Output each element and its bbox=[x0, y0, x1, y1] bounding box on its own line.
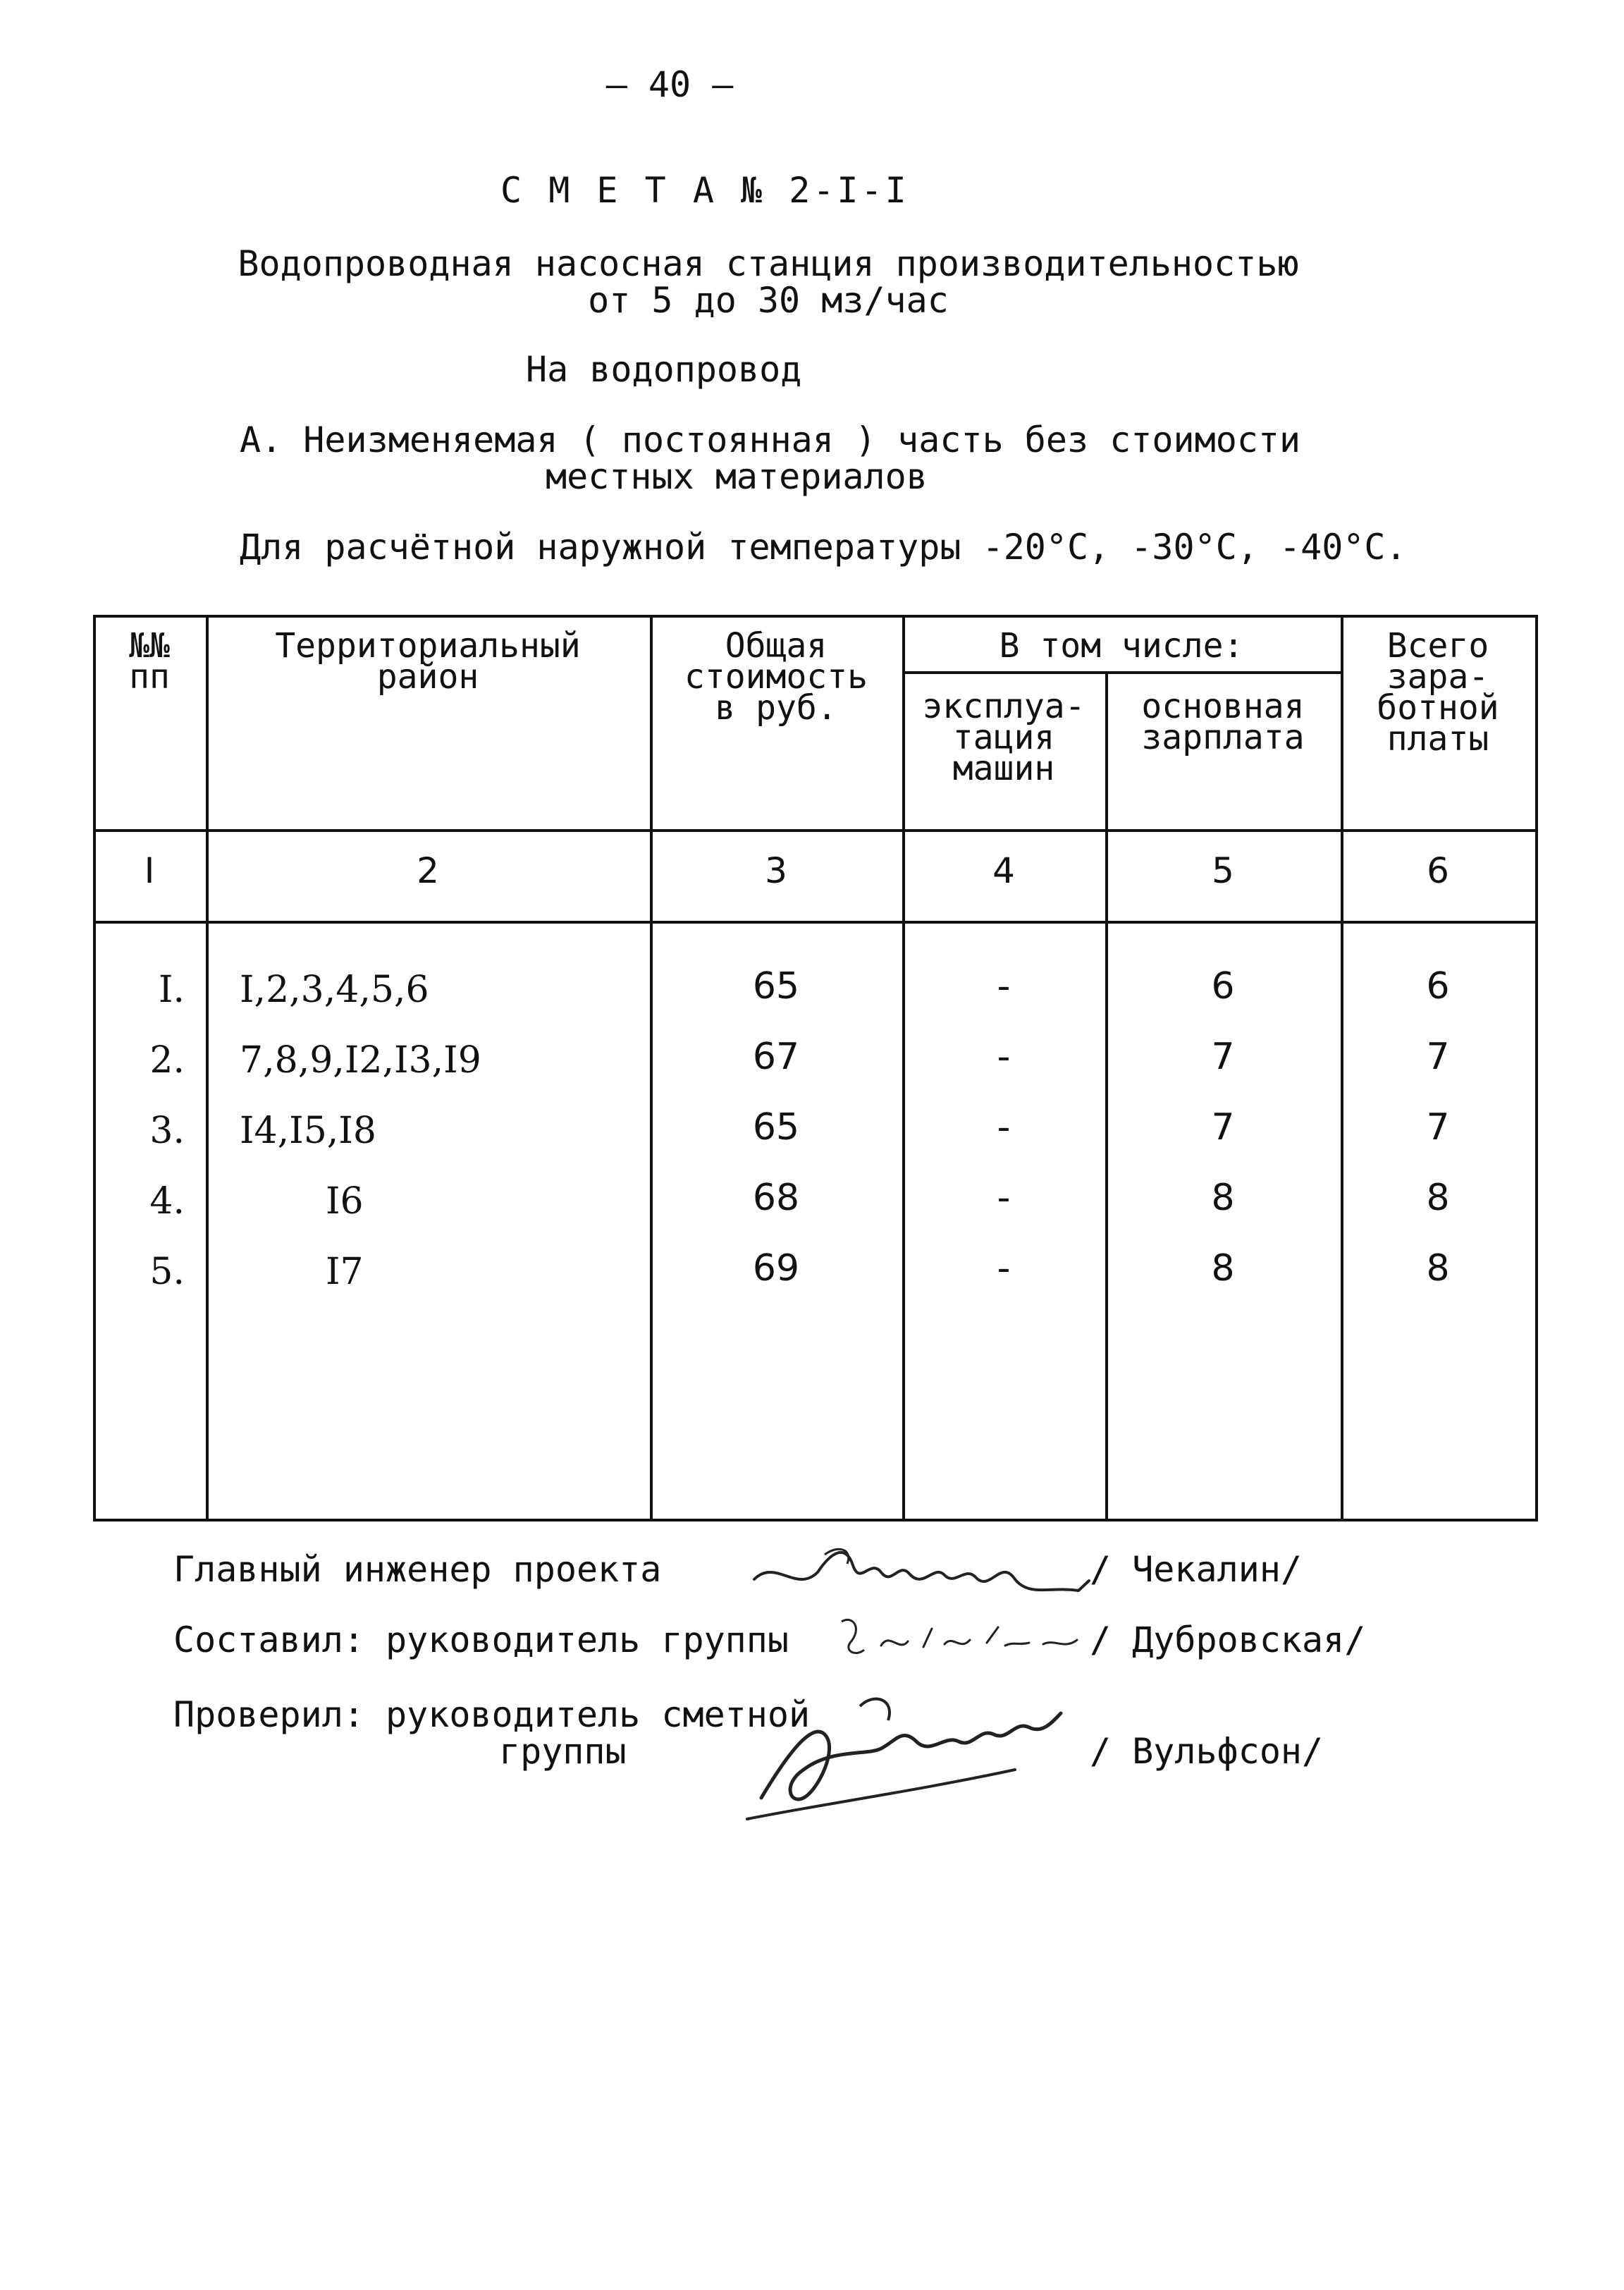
header-salary: основная зарплата bbox=[1141, 687, 1305, 757]
header-number: №№ пп bbox=[129, 626, 170, 697]
page-number: – 40 – bbox=[605, 64, 734, 105]
column-number: 5 bbox=[1212, 850, 1234, 891]
signature-role: группы bbox=[499, 1731, 627, 1772]
row-total: 67 bbox=[752, 1036, 800, 1078]
row-region: I4,I5,I8 bbox=[240, 1110, 376, 1152]
signature-dubrovskaya bbox=[832, 1600, 1085, 1678]
column-number: 3 bbox=[765, 850, 787, 891]
signature-name: / Вульфсон/ bbox=[1090, 1731, 1324, 1772]
row-total: 68 bbox=[752, 1177, 800, 1219]
header-region: Территориальный район bbox=[275, 626, 581, 697]
row-total: 65 bbox=[752, 1106, 800, 1149]
row-machines: - bbox=[997, 1106, 1011, 1149]
table-vline bbox=[206, 615, 209, 1521]
table-hline bbox=[93, 829, 1535, 832]
column-number: 6 bbox=[1427, 850, 1449, 891]
row-salary: 8 bbox=[1211, 1177, 1235, 1219]
row-number: 4. bbox=[149, 1180, 185, 1223]
header-total-cost: Общая стоимость в руб. bbox=[684, 626, 868, 728]
row-region: I6 bbox=[326, 1180, 364, 1223]
header-including: В том числе: bbox=[999, 626, 1244, 666]
row-machines: - bbox=[997, 965, 1011, 1008]
estimate-table bbox=[93, 615, 1538, 1521]
row-wages-total: 7 bbox=[1426, 1106, 1450, 1149]
signature-role: Составил: руководитель группы bbox=[173, 1619, 789, 1660]
row-number: I. bbox=[158, 969, 185, 1011]
signature-role: Проверил: руководитель сметной bbox=[173, 1694, 811, 1735]
part-line-1: А. Неизменяемая ( постоянная ) часть без стоимости bbox=[240, 420, 1301, 460]
signature-name: / Чекалин/ bbox=[1090, 1549, 1303, 1590]
table-hline bbox=[93, 921, 1535, 924]
column-number: 2 bbox=[417, 850, 439, 891]
column-number: 4 bbox=[992, 850, 1015, 891]
table-vline bbox=[1105, 671, 1108, 1521]
row-wages-total: 8 bbox=[1426, 1247, 1450, 1290]
header-wages-total: Всего зара- ботной платы bbox=[1377, 626, 1499, 759]
document-title: С М Е Т А № 2-I-I bbox=[500, 170, 909, 211]
row-number: 2. bbox=[149, 1039, 185, 1082]
row-salary: 6 bbox=[1211, 965, 1235, 1008]
row-region: I7 bbox=[326, 1251, 364, 1293]
row-wages-total: 7 bbox=[1426, 1036, 1450, 1078]
row-wages-total: 8 bbox=[1426, 1177, 1450, 1219]
row-machines: - bbox=[997, 1036, 1011, 1078]
row-region: I,2,3,4,5,6 bbox=[240, 969, 429, 1011]
signature-vulfson bbox=[733, 1678, 1071, 1833]
signature-name: / Дубровская/ bbox=[1090, 1619, 1366, 1660]
subtitle-line-1: Водопроводная насосная станция производительностью bbox=[238, 243, 1299, 284]
row-total: 65 bbox=[752, 965, 800, 1008]
column-number: I bbox=[144, 850, 155, 891]
row-salary: 7 bbox=[1211, 1106, 1235, 1149]
header-machines: эксплуа- тация машин bbox=[922, 687, 1085, 788]
section-title: На водопровод bbox=[526, 349, 802, 390]
temperature-line: Для расчётной наружной температуры -20°С, -30°С, -40°С. bbox=[240, 527, 1407, 568]
row-salary: 7 bbox=[1211, 1036, 1235, 1078]
part-line-2: местных материалов bbox=[546, 456, 928, 497]
row-salary: 8 bbox=[1211, 1247, 1235, 1290]
row-wages-total: 6 bbox=[1426, 965, 1450, 1008]
subtitle-line-2: от 5 до 30 мз/час bbox=[588, 280, 949, 321]
row-region: 7,8,9,I2,I3,I9 bbox=[240, 1039, 481, 1082]
row-machines: - bbox=[997, 1247, 1011, 1290]
table-hline bbox=[902, 671, 1341, 674]
row-total: 69 bbox=[752, 1247, 800, 1290]
row-machines: - bbox=[997, 1177, 1011, 1219]
row-number: 5. bbox=[149, 1251, 185, 1293]
signature-role: Главный инженер проекта bbox=[173, 1549, 662, 1590]
row-number: 3. bbox=[149, 1110, 185, 1152]
